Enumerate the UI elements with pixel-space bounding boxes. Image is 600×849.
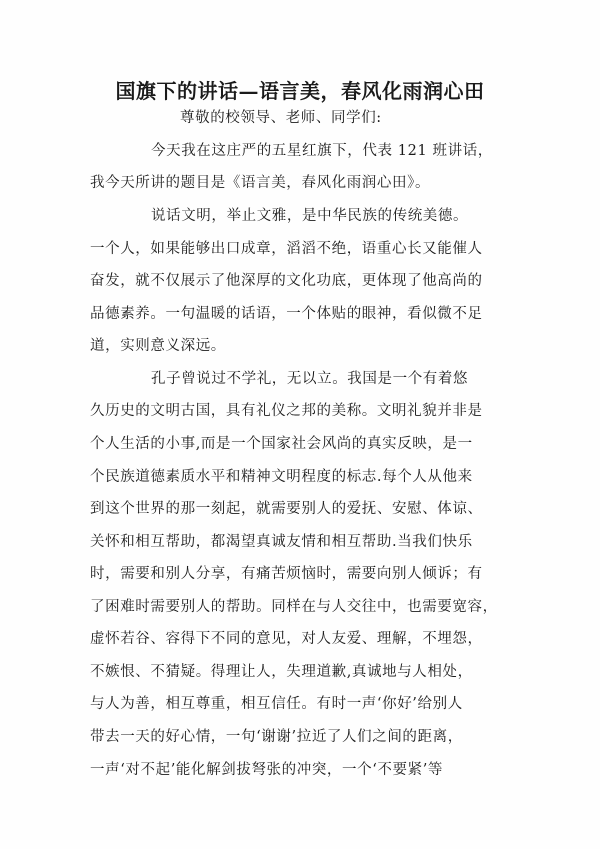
body-line: 今天我在这庄严的五星红旗下，代表 121 班讲话，	[151, 143, 493, 159]
body-line: 一个人，如果能够出口成章，滔滔不绝，语重心长又能催人	[90, 241, 483, 257]
body-line: 带去一天的好心情，一句‘谢谢’拉近了人们之间的距离，	[90, 729, 463, 745]
body-line: 了困难时需要别人的帮助。同样在与人交往中，也需要宽容，	[90, 599, 498, 615]
body-line: 关怀和相互帮助，都渴望真诚友情和相互帮助.当我们快乐	[90, 534, 473, 550]
body-line: 道，实则意义深远。	[90, 338, 226, 354]
body-line: 个民族道德素质水平和精神文明程度的标志.每个人从他来	[90, 469, 473, 485]
body-line: 到这个世界的那一刻起，就需要别人的爱抚、安慰、体谅、	[90, 501, 483, 517]
body-line: 奋发，就不仅展示了他深厚的文化功底，更体现了他高尚的	[90, 273, 483, 289]
body-line: 时，需要和别人分享，有痛苦烦恼时，需要向别人倾诉；有	[90, 566, 483, 582]
body-line: 说话文明，举止文雅，是中华民族的传统美德。	[151, 208, 469, 224]
body-line: 久历史的文明古国，具有礼仪之邦的美称。文明礼貌并非是	[90, 403, 483, 419]
body-line: 个人生活的小事,而是一个国家社会风尚的真实反映，是一	[90, 436, 473, 452]
body-line: 不嫉恨、不猜疑。得理让人，失理道歉,真诚地与人相处，	[90, 664, 473, 680]
body-line: 我今天所讲的题目是《语言美，春风化雨润心田》。	[90, 175, 431, 191]
salutation-line: 尊敬的校领导、老师、同学们:	[180, 110, 382, 126]
body-line: 孔子曾说过不学礼，无以立。我国是一个有着悠	[151, 371, 469, 387]
body-line: 与人为善，相互尊重，相互信任。有时一声‘你好’给别人	[90, 696, 463, 712]
document-title: 国旗下的讲话—语言美，春风化雨润心田	[115, 79, 485, 103]
body-line: 虚怀若谷、容得下不同的意见，对人友爱、理解，不埋怨，	[90, 631, 483, 647]
body-line: 一声‘对不起’能化解剑拔弩张的冲突，一个‘不要紧’等	[90, 762, 444, 778]
body-line: 品德素养。一句温暖的话语，一个体贴的眼神，看似微不足	[90, 306, 483, 322]
